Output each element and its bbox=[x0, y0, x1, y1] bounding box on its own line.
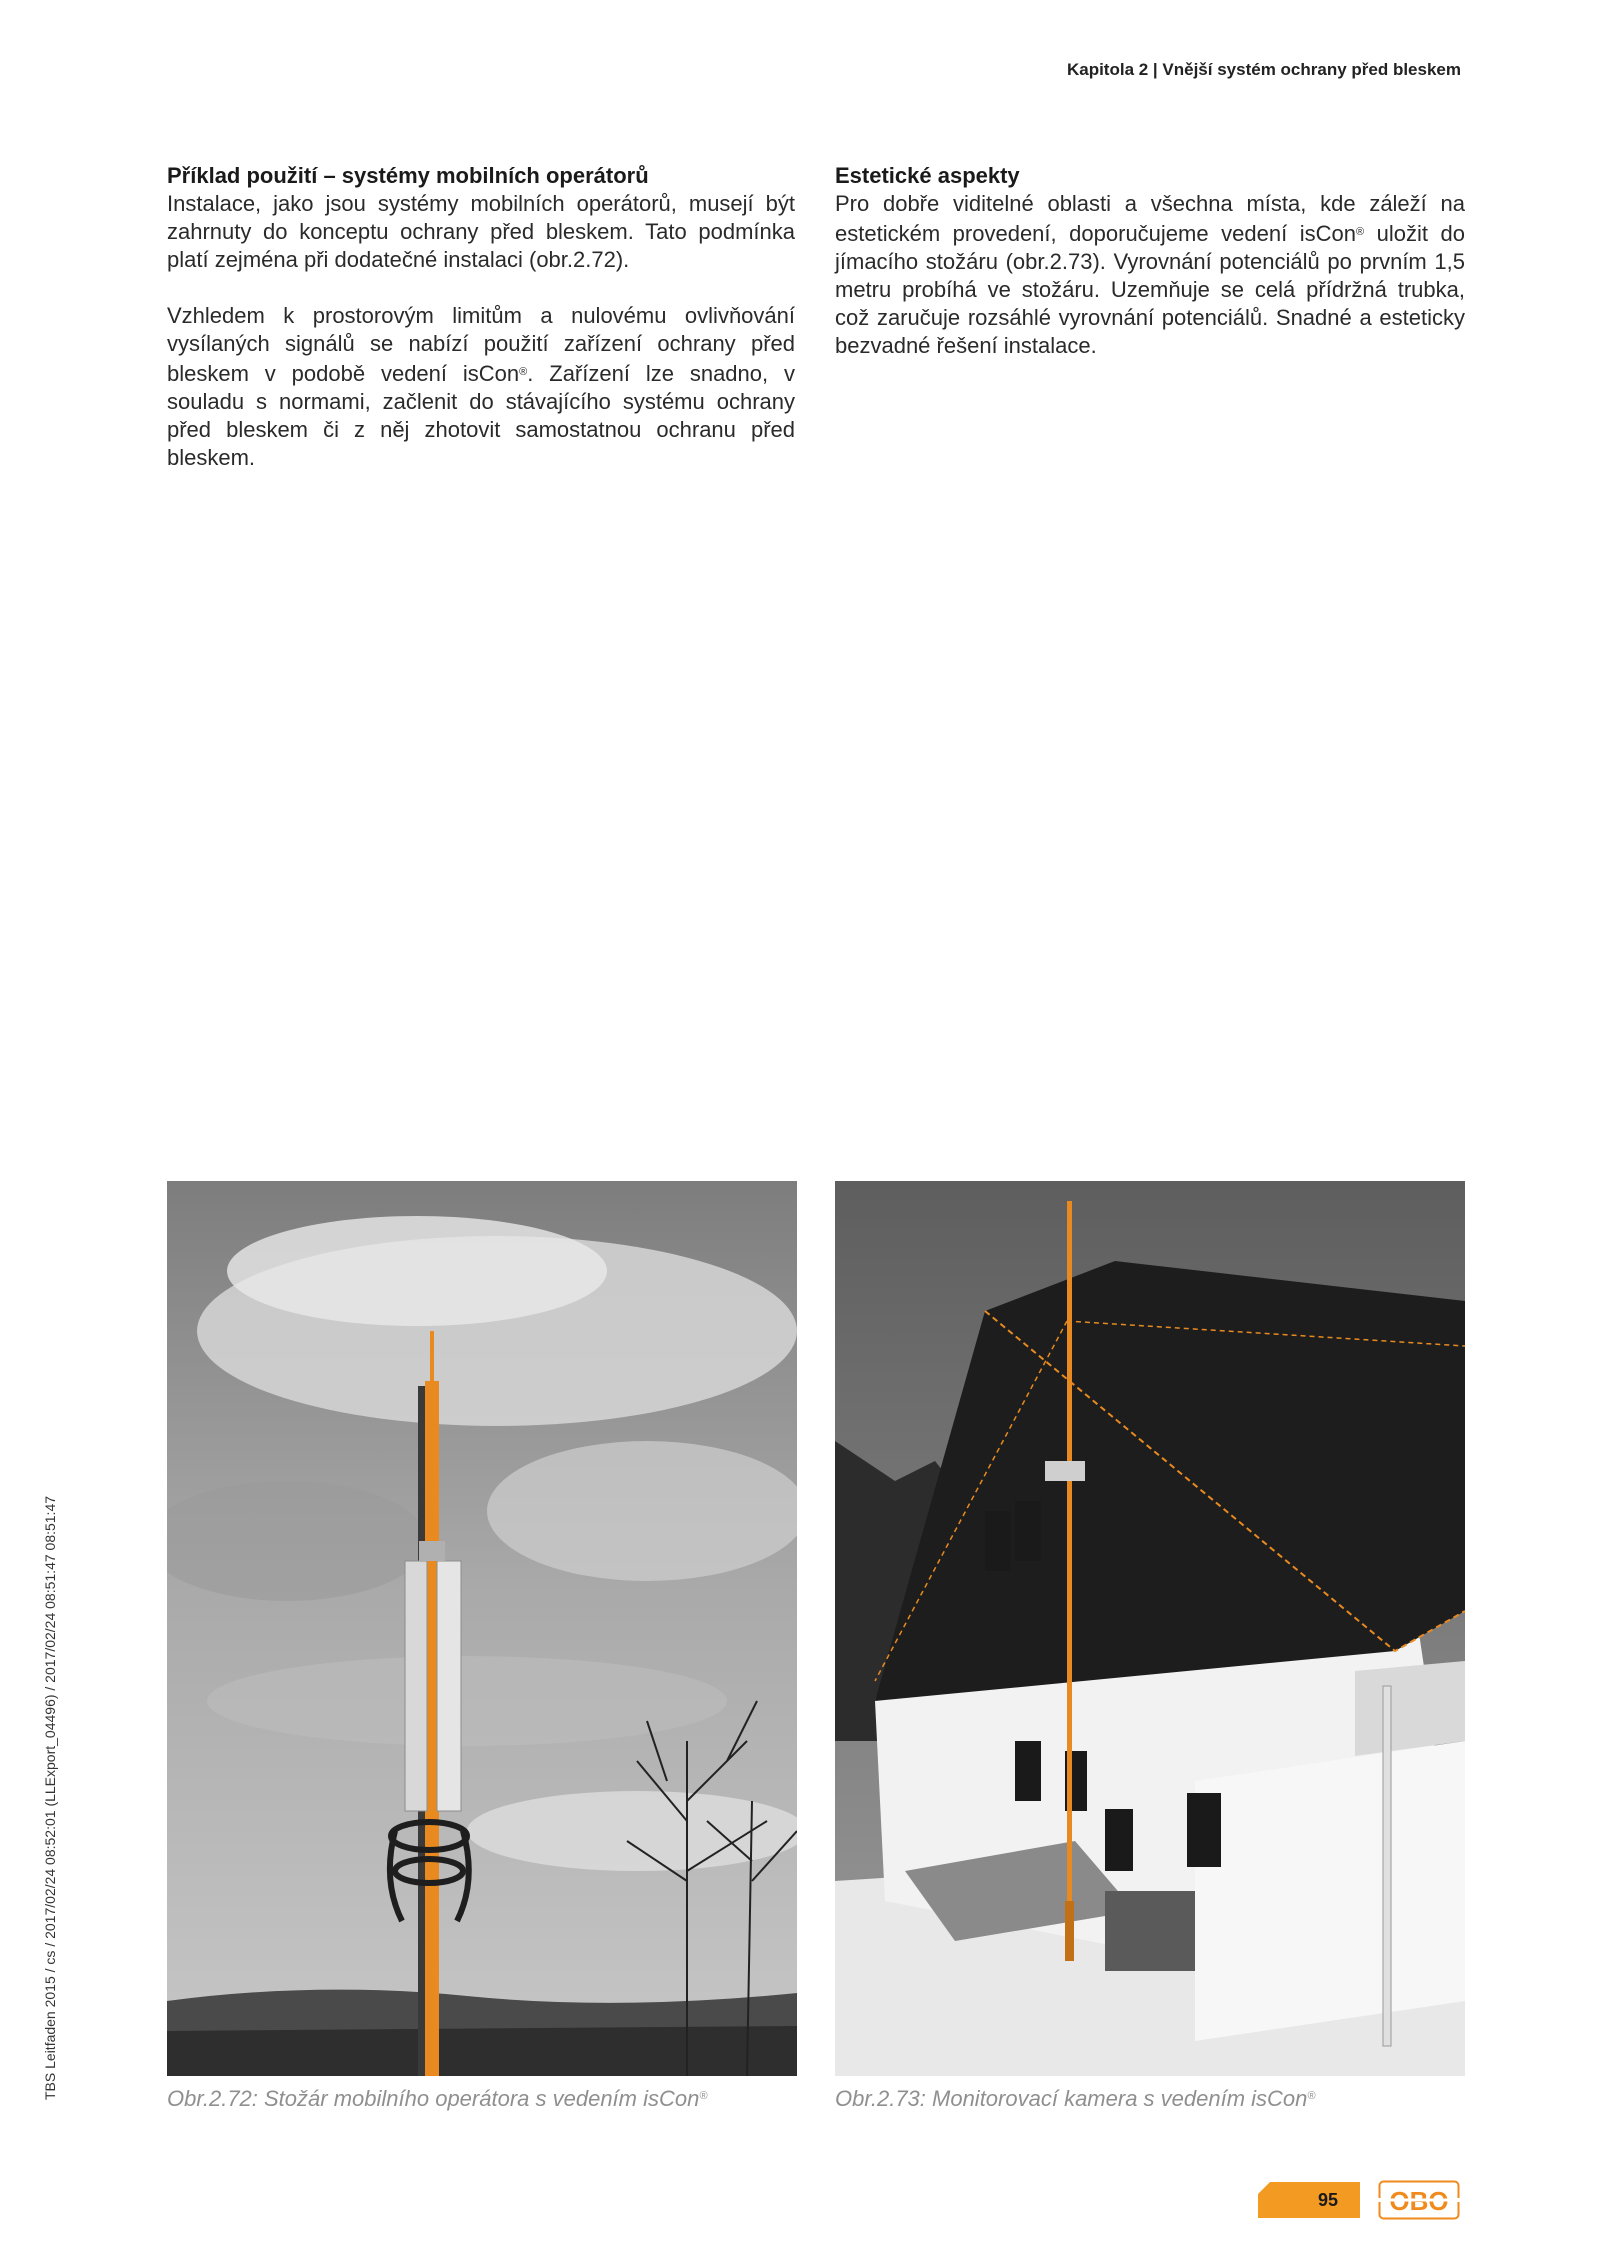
page-number-tab bbox=[1258, 2182, 1360, 2218]
logo-text: OBO bbox=[1389, 2186, 1449, 2216]
right-text-column bbox=[835, 162, 1465, 360]
page-number: 95 bbox=[1318, 2190, 1339, 2210]
mast-photo bbox=[167, 1181, 797, 2076]
sidebar-print-info: TBS Leitfaden 2015 / cs / 2017/02/24 08:52:01 (LLExport_04496) / 2017/02/24 08:51:47 08:51:47 bbox=[42, 1495, 58, 2100]
chapter-header: Kapitola 2 | Vnější systém ochrany před bleskem bbox=[1066, 60, 1461, 79]
right-heading: Estetické aspekty bbox=[835, 163, 1020, 188]
left-paragraph-2-part-a: Vzhledem k prostorovým limitům a nulovému ovlivňování vysílaných signálů se nabízí použití zařízení ochrany před bleskem v podobě vedení isCon bbox=[167, 303, 795, 386]
left-paragraph-2 bbox=[167, 302, 795, 472]
figure-caption-2-72 bbox=[167, 2086, 707, 2112]
obo-logo bbox=[1378, 2180, 1460, 2220]
caption-text: Obr.2.72: Stožár mobilního operátora s vedením isCon bbox=[167, 2086, 700, 2111]
registered-mark: ® bbox=[519, 366, 528, 378]
right-paragraph bbox=[835, 190, 1465, 360]
left-paragraph-1: Instalace, jako jsou systémy mobilních operátorů, musejí být zahrnuty do konceptu ochrany před bleskem. Tato podmínka platí zejména při dodatečné instalaci (obr.2.72). bbox=[167, 191, 795, 272]
left-heading: Příklad použití – systémy mobilních operátorů bbox=[167, 163, 649, 188]
registered-mark: ® bbox=[1355, 226, 1365, 238]
left-paragraph-2-part-b: . Zařízení lze snadno, v souladu s normami, začlenit do stávajícího systému ochrany před bleskem či z něj zhotovit samostatnou ochranu před bleskem. bbox=[167, 361, 795, 470]
left-text-column bbox=[167, 162, 795, 472]
registered-mark: ® bbox=[699, 2090, 708, 2102]
caption-text: Obr.2.73: Monitorovací kamera s vedením isCon bbox=[835, 2086, 1308, 2111]
registered-mark: ® bbox=[1307, 2090, 1316, 2102]
house-photo bbox=[835, 1181, 1465, 2076]
right-paragraph-part-b: uložit do jímacího stožáru (obr.2.73). Vyrovnání potenciálů po prvním 1,5 metru probíhá ve stožáru. Uzemňuje se celá přídržná trubka, což zaručuje rozsáhlé vyrovnání potenciálů. Snadné a esteticky bezvadné řešení instalace. bbox=[835, 221, 1465, 358]
right-paragraph-part-a: Pro dobře viditelné oblasti a všechna místa, kde záleží na estetickém provedení, doporučujeme vedení isCon bbox=[835, 191, 1465, 246]
figure-caption-2-73 bbox=[835, 2086, 1316, 2112]
